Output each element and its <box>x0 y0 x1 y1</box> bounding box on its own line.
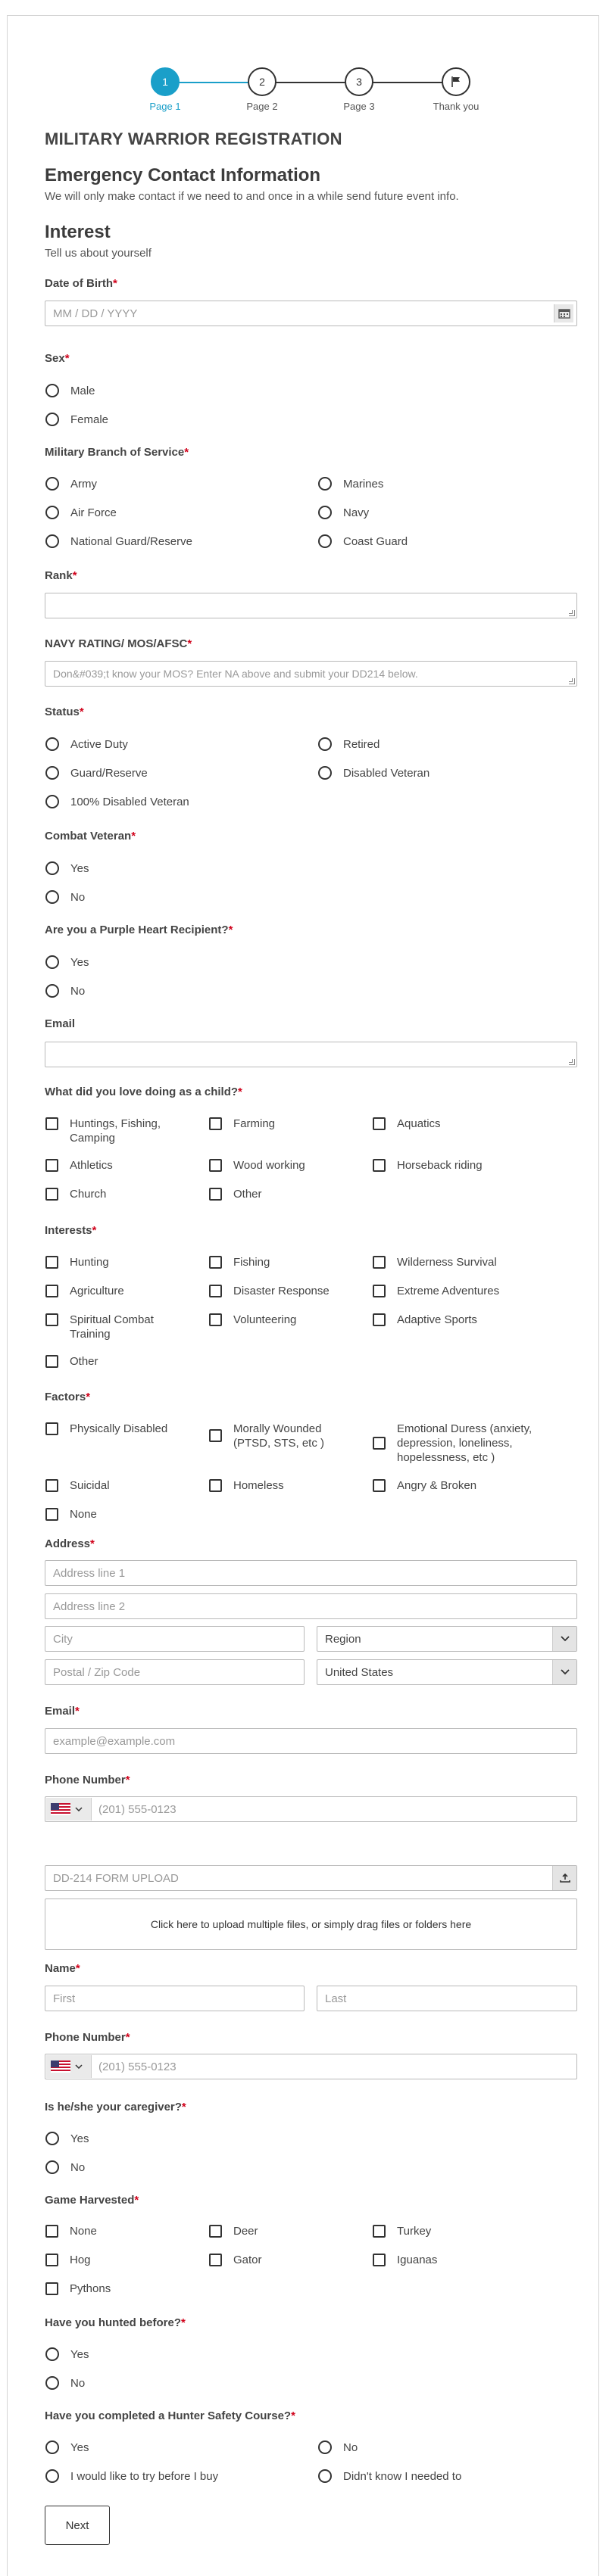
checkbox[interactable] <box>45 1188 58 1201</box>
checkbox[interactable] <box>45 1422 58 1435</box>
branch-label: Military Branch of Service* <box>45 446 189 459</box>
checkbox-option[interactable]: Volunteering <box>209 1313 296 1327</box>
radio-button[interactable] <box>45 737 59 751</box>
resize-handle[interactable] <box>569 678 575 684</box>
radio-button[interactable] <box>45 506 59 519</box>
purple-heart-label: Are you a Purple Heart Recipient?* <box>45 924 233 936</box>
radio-option[interactable]: No <box>318 2441 358 2455</box>
upload-icon[interactable] <box>552 1866 576 1890</box>
checkbox-option[interactable]: Angry & Broken <box>373 1478 476 1493</box>
chevron-down-icon <box>552 1627 576 1651</box>
checkbox-option[interactable]: Emotional Duress (anxiety, depression, loneliness, hopelessness, etc ) <box>373 1422 573 1465</box>
last-name-input[interactable]: Last <box>317 1986 577 2011</box>
checkbox[interactable] <box>209 1188 222 1201</box>
checkbox[interactable] <box>209 1429 222 1442</box>
caregiver-label: Is he/she your caregiver?* <box>45 2101 186 2113</box>
checkbox[interactable] <box>373 2254 386 2266</box>
flag-icon <box>442 67 470 96</box>
address-line2-input[interactable]: Address line 2 <box>45 1593 577 1619</box>
rank-input[interactable] <box>45 593 577 618</box>
chevron-down-icon <box>75 2064 83 2069</box>
step-circle: 2 <box>248 67 276 96</box>
checkbox[interactable] <box>45 1256 58 1269</box>
checkbox-option[interactable]: Extreme Adventures <box>373 1284 499 1298</box>
checkbox[interactable] <box>45 1285 58 1297</box>
checkbox-option[interactable]: Wood working <box>209 1158 305 1173</box>
chevron-down-icon <box>75 1807 83 1811</box>
checkbox[interactable] <box>209 1313 222 1326</box>
radio-option[interactable]: No <box>45 2160 85 2175</box>
checkbox-option[interactable]: Turkey <box>373 2224 431 2238</box>
progress-step-1[interactable] <box>127 67 203 112</box>
radio-option[interactable]: Didn't know I needed to <box>318 2469 461 2484</box>
checkbox-option[interactable]: Hog <box>45 2253 91 2267</box>
radio-button[interactable] <box>45 534 59 548</box>
radio-option[interactable]: No <box>45 2376 85 2391</box>
game-harvested-label: Game Harvested* <box>45 2194 139 2207</box>
checkbox-option[interactable]: Deer <box>209 2224 258 2238</box>
checkbox[interactable] <box>209 1159 222 1172</box>
first-name-input[interactable]: First <box>45 1986 305 2011</box>
checkbox-option[interactable]: Other <box>45 1354 98 1369</box>
step-label: Page 3 <box>343 101 375 112</box>
checkbox-option[interactable]: Morally Wounded (PTSD, STS, etc ) <box>209 1422 361 1450</box>
radio-button[interactable] <box>318 766 332 780</box>
checkbox-option[interactable]: Wilderness Survival <box>373 1255 497 1269</box>
interests-label: Interests* <box>45 1224 97 1237</box>
radio-button[interactable] <box>45 861 59 875</box>
checkbox[interactable] <box>45 2254 58 2266</box>
checkbox[interactable] <box>45 1355 58 1368</box>
checkbox-option[interactable]: Aquatics <box>373 1117 441 1131</box>
checkbox[interactable] <box>209 2254 222 2266</box>
radio-option[interactable]: Coast Guard <box>318 534 408 549</box>
country-select[interactable]: United States <box>317 1659 577 1685</box>
email-input[interactable]: example@example.com <box>45 1728 577 1754</box>
radio-button[interactable] <box>45 2347 59 2361</box>
checkbox[interactable] <box>373 1256 386 1269</box>
radio-button[interactable] <box>318 534 332 548</box>
checkbox-option[interactable]: Iguanas <box>373 2253 437 2267</box>
checkbox[interactable] <box>373 1437 386 1450</box>
checkbox[interactable] <box>209 2225 222 2238</box>
checkbox[interactable] <box>45 2282 58 2295</box>
radio-button[interactable] <box>45 2469 59 2483</box>
radio-button[interactable] <box>45 766 59 780</box>
checkbox-option[interactable]: Homeless <box>209 1478 284 1493</box>
upload-field[interactable]: DD-214 FORM UPLOAD <box>45 1865 577 1891</box>
phone-label: Phone Number* <box>45 2031 130 2044</box>
checkbox[interactable] <box>209 1117 222 1130</box>
email-textarea[interactable] <box>45 1042 577 1067</box>
section-subtitle: We will only make contact if we need to and once in a while send future event info. <box>45 190 459 203</box>
childhood-label: What did you love doing as a child?* <box>45 1086 242 1098</box>
checkbox[interactable] <box>45 1508 58 1521</box>
hunter-safety-label: Have you completed a Hunter Safety Course?* <box>45 2409 295 2422</box>
radio-option[interactable]: Disabled Veteran <box>318 766 430 780</box>
checkbox-option[interactable]: Fishing <box>209 1255 270 1269</box>
checkbox[interactable] <box>373 1117 386 1130</box>
us-flag-icon <box>51 1803 70 1815</box>
radio-button[interactable] <box>318 2469 332 2483</box>
next-button[interactable]: Next <box>45 2506 110 2545</box>
address-label: Address* <box>45 1537 95 1550</box>
phone-input[interactable]: (201) 555-0123 <box>45 1796 577 1822</box>
radio-button[interactable] <box>45 795 59 808</box>
radio-button[interactable] <box>318 2441 332 2454</box>
radio-option[interactable]: No <box>45 984 85 998</box>
address-line1-input[interactable]: Address line 1 <box>45 1560 577 1586</box>
country-flag-picker[interactable] <box>46 1798 92 1821</box>
email-label: Email <box>45 1017 76 1030</box>
radio-option[interactable]: Guard/Reserve <box>45 766 148 780</box>
status-label: Status* <box>45 706 84 718</box>
radio-button[interactable] <box>318 477 332 491</box>
radio-button[interactable] <box>45 2132 59 2145</box>
checkbox-option[interactable]: Pythons <box>45 2282 111 2296</box>
navy-rating-label: NAVY RATING/ MOS/AFSC* <box>45 637 192 650</box>
checkbox[interactable] <box>45 1313 58 1326</box>
radio-option[interactable]: Male <box>45 384 95 398</box>
calendar-icon[interactable] <box>554 304 573 322</box>
postal-input[interactable]: Postal / Zip Code <box>45 1659 305 1685</box>
phone-label: Phone Number* <box>45 1774 130 1786</box>
phone-input[interactable]: (201) 555-0123 <box>45 2054 577 2079</box>
form-frame <box>7 15 599 2576</box>
name-label: Name* <box>45 1962 80 1975</box>
radio-button[interactable] <box>45 955 59 969</box>
radio-option[interactable]: Yes <box>45 2441 89 2455</box>
section-subtitle: Tell us about yourself <box>45 247 152 260</box>
progress-step-thank-you[interactable] <box>418 67 494 112</box>
radio-option[interactable]: 100% Disabled Veteran <box>45 795 189 809</box>
rank-label: Rank* <box>45 569 77 582</box>
radio-option[interactable]: Yes <box>45 861 89 876</box>
checkbox[interactable] <box>45 2225 58 2238</box>
email-label: Email* <box>45 1705 80 1718</box>
checkbox-option[interactable]: None <box>45 1507 97 1522</box>
checkbox[interactable] <box>209 1285 222 1297</box>
checkbox-option[interactable]: Agriculture <box>45 1284 124 1298</box>
step-circle: 3 <box>345 67 373 96</box>
checkbox[interactable] <box>373 1479 386 1492</box>
checkbox-option[interactable]: Suicidal <box>45 1478 110 1493</box>
step-label: Page 1 <box>149 101 181 112</box>
checkbox[interactable] <box>373 1285 386 1297</box>
radio-button[interactable] <box>45 984 59 998</box>
file-dropzone[interactable]: Click here to upload multiple files, or simply drag files or folders here <box>45 1899 577 1950</box>
dob-input[interactable]: MM / DD / YYYY <box>45 301 577 326</box>
radio-option[interactable]: Female <box>45 413 108 427</box>
checkbox-option[interactable]: Spiritual Combat Training <box>45 1313 197 1341</box>
radio-option[interactable]: Yes <box>45 2347 89 2362</box>
checkbox[interactable] <box>373 1313 386 1326</box>
radio-option[interactable]: National Guard/Reserve <box>45 534 192 549</box>
hunted-before-label: Have you hunted before?* <box>45 2316 186 2329</box>
step-label: Page 2 <box>246 101 278 112</box>
chevron-down-icon <box>552 1660 576 1684</box>
checkbox-option[interactable]: Adaptive Sports <box>373 1313 477 1327</box>
factors-label: Factors* <box>45 1391 91 1403</box>
radio-button[interactable] <box>45 384 59 397</box>
checkbox-option[interactable]: Farming <box>209 1117 275 1131</box>
radio-button[interactable] <box>45 477 59 491</box>
progress-steps <box>144 52 477 120</box>
checkbox[interactable] <box>373 1159 386 1172</box>
radio-button[interactable] <box>45 2376 59 2390</box>
form-title: MILITARY WARRIOR REGISTRATION <box>45 129 342 148</box>
us-flag-icon <box>51 2060 70 2073</box>
progress-step-2[interactable] <box>224 67 300 112</box>
checkbox[interactable] <box>373 2225 386 2238</box>
checkbox[interactable] <box>45 1479 58 1492</box>
resize-handle[interactable] <box>569 610 575 616</box>
radio-button[interactable] <box>45 2441 59 2454</box>
checkbox-option[interactable]: Gator <box>209 2253 262 2267</box>
radio-button[interactable] <box>318 737 332 751</box>
checkbox-option[interactable]: Church <box>45 1187 106 1201</box>
section-title-emergency: Emergency Contact Information <box>45 165 321 185</box>
checkbox-option[interactable]: Horseback riding <box>373 1158 483 1173</box>
navy-rating-input[interactable]: Don&#039;t know your MOS? Enter NA above and submit your DD214 below. <box>45 661 577 687</box>
section-title-interest: Interest <box>45 222 111 242</box>
radio-button[interactable] <box>45 413 59 426</box>
radio-option[interactable]: No <box>45 890 85 905</box>
checkbox-option[interactable]: None <box>45 2224 97 2238</box>
city-input[interactable]: City <box>45 1626 305 1652</box>
checkbox[interactable] <box>209 1479 222 1492</box>
checkbox-option[interactable]: Other <box>209 1187 262 1201</box>
checkbox-option[interactable]: Physically Disabled <box>45 1422 167 1436</box>
radio-button[interactable] <box>318 506 332 519</box>
radio-option[interactable]: Active Duty <box>45 737 128 752</box>
resize-handle[interactable] <box>569 1059 575 1065</box>
progress-step-3[interactable] <box>321 67 397 112</box>
checkbox[interactable] <box>209 1256 222 1269</box>
radio-option[interactable]: Yes <box>45 2132 89 2146</box>
radio-option[interactable]: Marines <box>318 477 383 491</box>
checkbox-option[interactable]: Hunting <box>45 1255 109 1269</box>
checkbox-option[interactable]: Athletics <box>45 1158 113 1173</box>
radio-option[interactable]: I would like to try before I buy <box>45 2469 218 2484</box>
radio-option[interactable]: Air Force <box>45 506 117 520</box>
step-label: Thank you <box>433 101 479 112</box>
radio-button[interactable] <box>45 2160 59 2174</box>
dob-label: Date of Birth* <box>45 277 117 290</box>
combat-veteran-label: Combat Veteran* <box>45 830 136 843</box>
checkbox[interactable] <box>45 1117 58 1130</box>
region-select[interactable]: Region <box>317 1626 577 1652</box>
step-circle: 1 <box>151 67 180 96</box>
checkbox-option[interactable]: Disaster Response <box>209 1284 330 1298</box>
radio-option[interactable]: Army <box>45 477 97 491</box>
checkbox-option[interactable]: Huntings, Fishing, Camping <box>45 1117 197 1145</box>
radio-option[interactable]: Navy <box>318 506 369 520</box>
radio-option[interactable]: Retired <box>318 737 380 752</box>
sex-label: Sex* <box>45 352 70 365</box>
radio-option[interactable]: Yes <box>45 955 89 970</box>
checkbox[interactable] <box>45 1159 58 1172</box>
radio-button[interactable] <box>45 890 59 904</box>
country-flag-picker[interactable] <box>46 2055 92 2078</box>
